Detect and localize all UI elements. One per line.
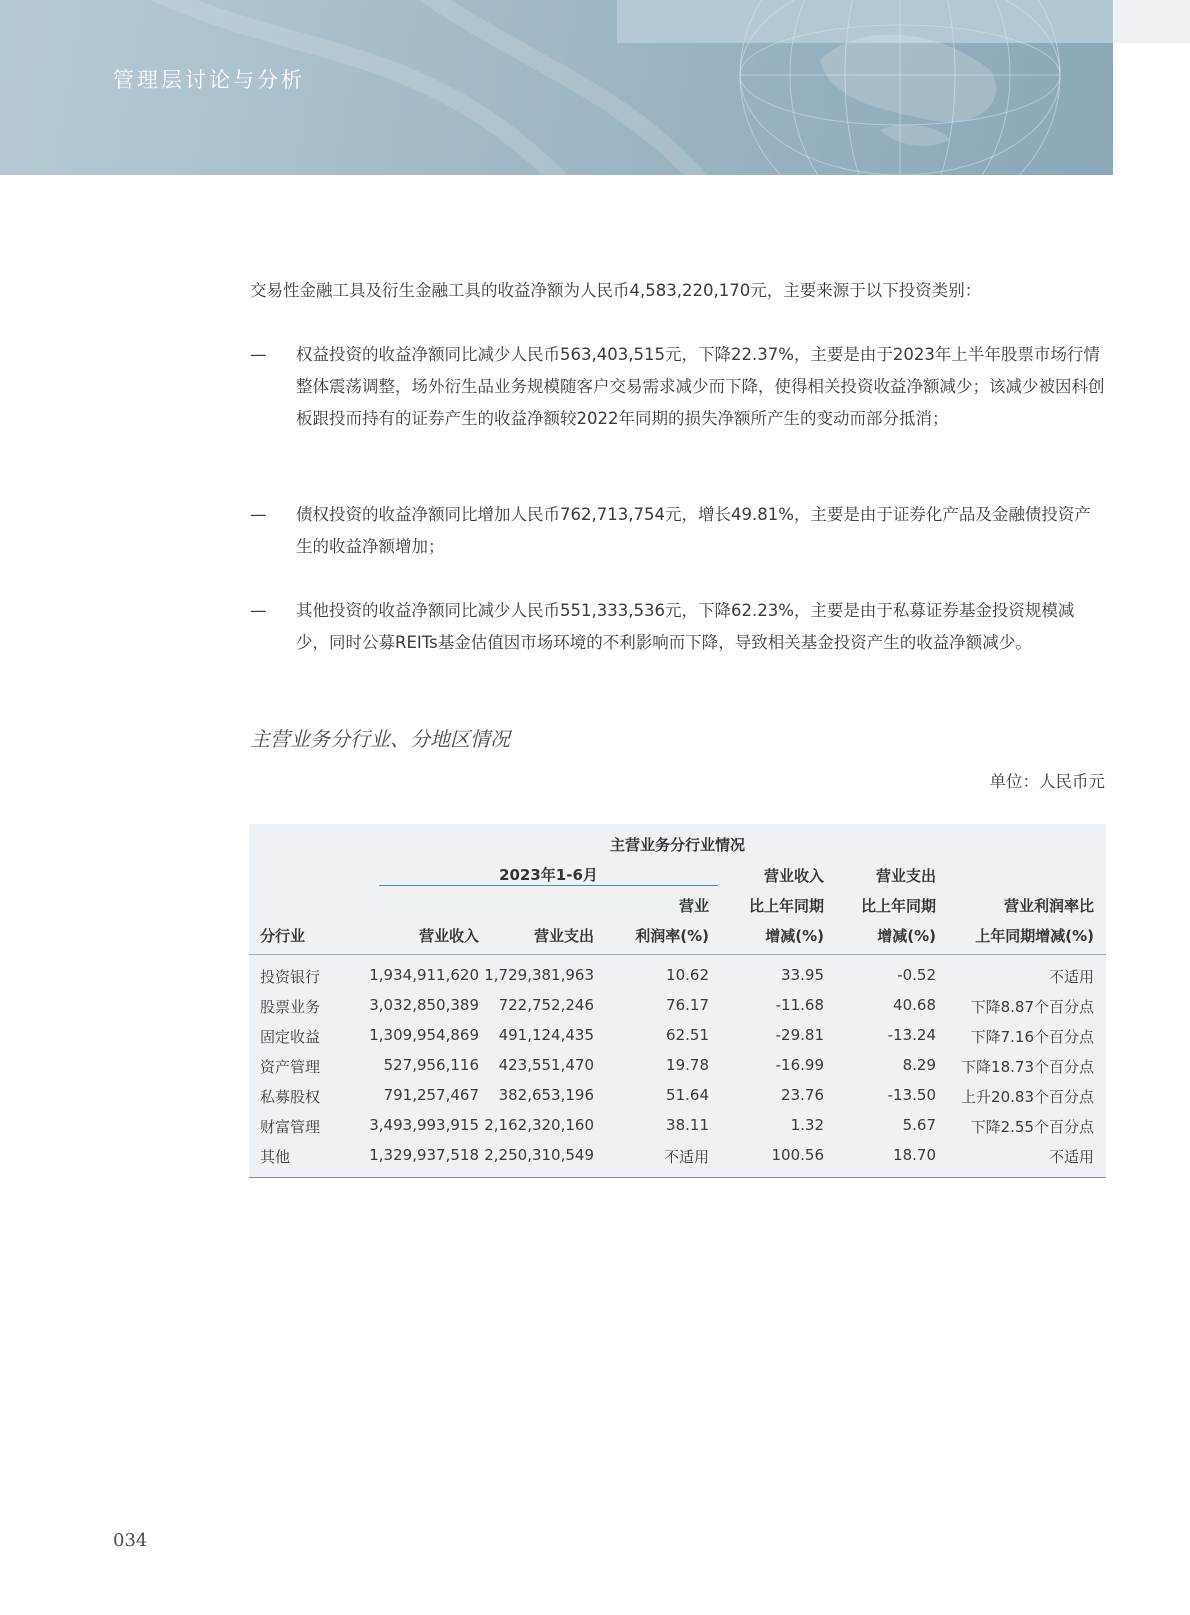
cell-exp-change: 8.29 [902, 1056, 936, 1074]
bullet-equity [250, 339, 1105, 435]
cell-industry: 私募股权 [260, 1088, 321, 1106]
col-header-margin-chg-2: 上年同期增减(%) [975, 927, 1094, 945]
bullet-dash: — [250, 601, 267, 620]
table-period: 2023年1-6月 [499, 866, 598, 884]
col-header-expense: 营业支出 [533, 927, 594, 945]
cell-exp-change: -0.52 [897, 966, 936, 984]
cell-margin-change: 下降8.87个百分点 [970, 998, 1094, 1016]
cell-expense: 491,124,435 [498, 1026, 594, 1044]
col-header-margin-1: 营业 [678, 897, 709, 915]
cell-margin-change: 下降2.55个百分点 [970, 1118, 1094, 1136]
col-header-margin-2: 利润率(%) [635, 927, 709, 945]
cell-margin-change: 上升20.83个百分点 [961, 1088, 1094, 1106]
cell-industry: 投资银行 [260, 968, 321, 986]
cell-margin: 62.51 [666, 1026, 709, 1044]
cell-exp-change: 5.67 [902, 1116, 936, 1134]
bullet-other [250, 595, 1105, 659]
intro-paragraph: 交易性金融工具及衍生金融工具的收益净额为人民币4,583,220,170元，主要来源于以下投资类别： [250, 281, 982, 300]
cell-exp-change: 18.70 [893, 1146, 936, 1164]
bullet-text: 债权投资的收益净额同比增加人民币762,713,754元，增长49.81%，主要是由于证券化产品及金融债投资产生的收益净额增加； [296, 505, 1091, 556]
cell-margin-change: 下降18.73个百分点 [961, 1058, 1094, 1076]
col-header-rev-chg-3: 增减(%) [765, 927, 824, 945]
cell-revenue: 1,329,937,518 [369, 1146, 479, 1164]
header-banner [0, 0, 1113, 175]
cell-expense: 423,551,470 [498, 1056, 594, 1074]
cell-margin: 10.62 [666, 966, 709, 984]
col-header-exp-chg-1: 营业支出 [875, 867, 936, 885]
corner-tab [1113, 0, 1190, 43]
cell-revenue: 3,032,850,389 [369, 996, 479, 1014]
cell-margin-change: 下降7.16个百分点 [970, 1028, 1094, 1046]
cell-industry: 资产管理 [260, 1058, 321, 1076]
cell-margin-change: 不适用 [1048, 1148, 1094, 1166]
table-bottom-rule [249, 1177, 1106, 1178]
section-title: 主营业务分行业、分地区情况 [250, 727, 510, 751]
cell-exp-change: -13.50 [887, 1086, 936, 1104]
table-caption: 主营业务分行业情况 [609, 836, 745, 854]
unit-label: 单位：人民币元 [989, 772, 1105, 791]
col-header-margin-chg-1: 营业利润率比 [1003, 897, 1094, 915]
cell-revenue: 1,934,911,620 [369, 966, 479, 984]
cell-revenue: 3,493,993,915 [369, 1116, 479, 1134]
bullet-dash: — [250, 505, 267, 524]
header-divider [249, 954, 1106, 955]
cell-margin: 38.11 [666, 1116, 709, 1134]
industry-table [249, 824, 1106, 1178]
cell-margin: 76.17 [666, 996, 709, 1014]
cell-industry: 其他 [260, 1148, 291, 1166]
cell-rev-change: 33.95 [781, 966, 824, 984]
cell-expense: 382,653,196 [498, 1086, 594, 1104]
cell-revenue: 527,956,116 [383, 1056, 479, 1074]
cell-expense: 2,162,320,160 [484, 1116, 594, 1134]
cell-exp-change: 40.68 [893, 996, 936, 1014]
bullet-text: 其他投资的收益净额同比减少人民币551,333,536元，下降62.23%，主要是由于私募证券基金投资规模减少，同时公募REITs基金估值因市场环境的不利影响而下降，导致相关基金投资产生的收益净额减少。 [296, 601, 1075, 652]
cell-industry: 财富管理 [260, 1118, 321, 1136]
cell-rev-change: 23.76 [781, 1086, 824, 1104]
bullet-debt [250, 499, 1105, 563]
cell-revenue: 791,257,467 [383, 1086, 479, 1104]
col-header-exp-chg-2: 比上年同期 [860, 897, 936, 915]
cell-margin: 19.78 [666, 1056, 709, 1074]
bullet-dash: — [250, 345, 267, 364]
col-header-rev-chg-1: 营业收入 [763, 867, 824, 885]
col-header-exp-chg-3: 增减(%) [877, 927, 936, 945]
cell-revenue: 1,309,954,869 [369, 1026, 479, 1044]
cell-industry: 股票业务 [260, 998, 321, 1016]
cell-rev-change: -29.81 [775, 1026, 824, 1044]
cell-margin: 不适用 [663, 1148, 709, 1166]
cell-expense: 1,729,381,963 [484, 966, 594, 984]
cell-rev-change: -11.68 [775, 996, 824, 1014]
cell-expense: 2,250,310,549 [484, 1146, 594, 1164]
col-header-rev-chg-2: 比上年同期 [748, 897, 824, 915]
page-section-title: 管理层讨论与分析 [113, 68, 305, 92]
cell-rev-change: 1.32 [790, 1116, 824, 1134]
page-number: 034 [113, 1530, 148, 1551]
col-header-industry: 分行业 [260, 927, 306, 945]
bullet-text: 权益投资的收益净额同比减少人民币563,403,515元，下降22.37%，主要是由于2023年上半年股票市场行情整体震荡调整，场外衍生品业务规模随客户交易需求减少而下降，使得相关投资收益净额减少；该减少被因科创板跟投而持有的证券产生的收益净额较2022年同期的损失净额所产生的变动而部分抵消； [296, 345, 1105, 428]
cell-margin: 51.64 [666, 1086, 709, 1104]
cell-rev-change: -16.99 [775, 1056, 824, 1074]
col-header-revenue: 营业收入 [418, 927, 479, 945]
cell-margin-change: 不适用 [1048, 968, 1094, 986]
cell-industry: 固定收益 [260, 1028, 321, 1046]
cell-exp-change: -13.24 [887, 1026, 936, 1044]
cell-rev-change: 100.56 [771, 1146, 824, 1164]
period-underline [379, 885, 718, 886]
cell-expense: 722,752,246 [498, 996, 594, 1014]
